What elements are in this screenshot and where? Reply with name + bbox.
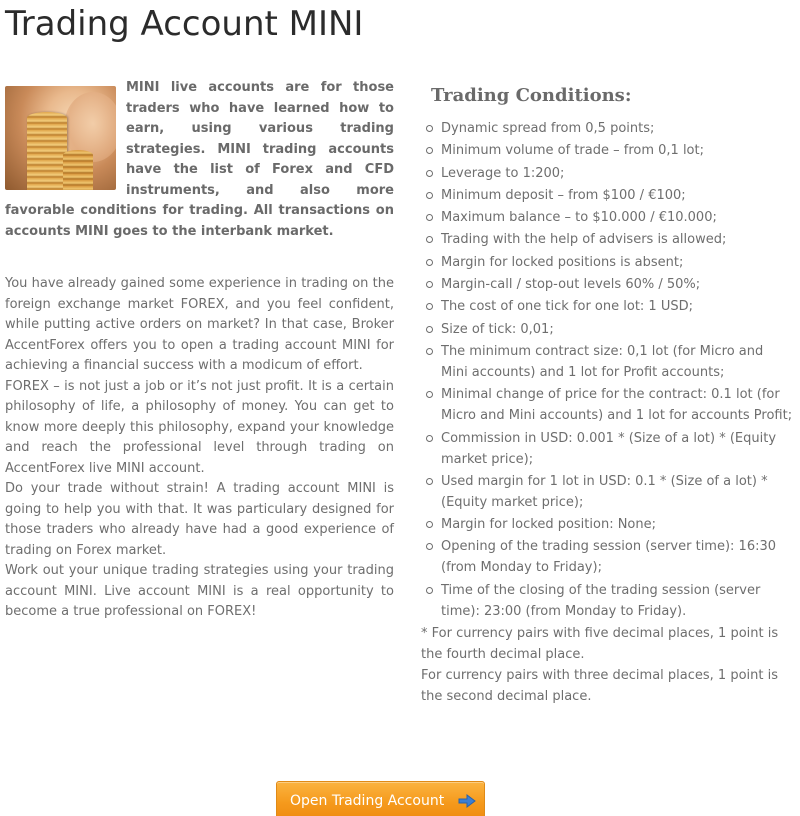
footnote: * For currency pairs with five decimal places, 1 point is the fourth decimal place.: [421, 626, 779, 663]
bullet-icon: [426, 192, 433, 199]
open-trading-account-label: Open Trading Account: [290, 793, 445, 809]
condition-text: Minimal change of price for the contract: 0.1 lot (for Micro and Mini accounts) and 1 lot for accounts Profit;: [441, 387, 793, 424]
bullet-icon: [426, 587, 433, 594]
condition-item: [421, 514, 793, 535]
bullet-icon: [426, 478, 433, 485]
account-description: [5, 78, 394, 623]
bullet-icon: [426, 326, 433, 333]
body-paragraph: You have already gained some experience in trading on the foreign exchange market FOREX, and you feel confident, while putting active orders on market? In that case, Broker AccentForex offers you to open a trading account MINI for achieving a financial success with a modicum of effort.: [5, 276, 394, 373]
body-paragraph: FOREX – is not just a job or it’s not just profit. It is a certain philosophy of life, a philosophy of money. You can get to know more deeply this philosophy, expand your knowledge and reach the professional level through trading on AccentForex live MINI account.: [5, 378, 394, 476]
condition-text: Used margin for 1 lot in USD: 0.1 * (Size of a lot) * (Equity market price);: [441, 473, 768, 510]
condition-item: [421, 118, 793, 139]
condition-item: [421, 296, 793, 317]
bullet-icon: [426, 170, 433, 177]
condition-item: [421, 185, 793, 206]
condition-text: The minimum contract size: 0,1 lot (for Micro and Mini accounts) and 1 lot for Profit accounts;: [441, 343, 764, 380]
condition-item: [421, 428, 793, 470]
condition-text: The cost of one tick for one lot: 1 USD;: [441, 299, 693, 315]
condition-item: [421, 341, 793, 383]
bullet-icon: [426, 348, 433, 355]
condition-text: Time of the closing of the trading session (server time): 23:00 (from Monday to Friday).: [441, 582, 761, 619]
condition-text: Minimum volume of trade – from 0,1 lot;: [441, 143, 704, 159]
bullet-icon: [426, 435, 433, 442]
intro-text: MINI live accounts are for those traders who have learned how to earn, using various trading strategies. MINI trading accounts have the list of Forex and CFD instruments, and also more favorable conditions for trading. All transactions on accounts MINI goes to the interbank market.: [5, 80, 394, 239]
condition-item: [421, 471, 793, 513]
bullet-icon: [426, 543, 433, 550]
condition-text: Minimum deposit – from $100 / €100;: [441, 187, 686, 203]
bullet-icon: [426, 214, 433, 221]
condition-text: Margin for locked position: None;: [441, 517, 657, 533]
conditions-title: Trading Conditions:: [431, 85, 632, 106]
condition-item: [421, 140, 793, 161]
conditions-list: [421, 118, 793, 622]
arrow-right-icon: [458, 794, 476, 808]
bullet-icon: [426, 391, 433, 398]
condition-item: [421, 384, 793, 426]
condition-text: Size of tick: 0,01;: [441, 321, 554, 337]
condition-item: [421, 319, 793, 340]
bullet-icon: [426, 259, 433, 266]
body-paragraph: Do your trade without strain! A trading account MINI is going to help you with that. It was particulary designed for those traders who already have had a good experience of trading on Forex market.: [5, 481, 394, 558]
bullet-icon: [426, 281, 433, 288]
footnote: For currency pairs with three decimal places, 1 point is the second decimal place.: [421, 668, 779, 705]
bullet-icon: [426, 303, 433, 310]
body-paragraph: Work out your unique trading strategies using your trading account MINI. Live account MINI is a real opportunity to become a true professional on FOREX!: [5, 563, 394, 619]
condition-text: Trading with the help of advisers is allowed;: [441, 232, 727, 248]
condition-item: [421, 580, 793, 622]
condition-item: [421, 536, 793, 578]
body-text: [5, 274, 394, 623]
condition-item: [421, 252, 793, 273]
page-title: Trading Account MINI: [5, 4, 364, 44]
condition-text: Margin for locked positions is absent;: [441, 254, 684, 270]
condition-item: [421, 274, 793, 295]
condition-item: [421, 163, 793, 184]
condition-text: Margin-call / stop-out levels 60% / 50%;: [441, 277, 701, 293]
condition-text: Maximum balance – to $10.000 / €10.000;: [441, 210, 717, 226]
condition-text: Leverage to 1:200;: [441, 165, 565, 181]
bullet-icon: [426, 147, 433, 154]
condition-item: [421, 229, 793, 250]
condition-text: Dynamic spread from 0,5 points;: [441, 121, 655, 136]
bullet-icon: [426, 125, 433, 132]
bullet-icon: [426, 236, 433, 243]
coins-stack-image: [5, 86, 116, 190]
open-trading-account-button[interactable]: [276, 781, 485, 816]
condition-item: [421, 207, 793, 228]
condition-text: Commission in USD: 0.001 * (Size of a lot) * (Equity market price);: [441, 430, 777, 467]
trading-conditions: [421, 84, 793, 707]
bullet-icon: [426, 521, 433, 528]
condition-text: Opening of the trading session (server time): 16:30 (from Monday to Friday);: [441, 539, 777, 576]
